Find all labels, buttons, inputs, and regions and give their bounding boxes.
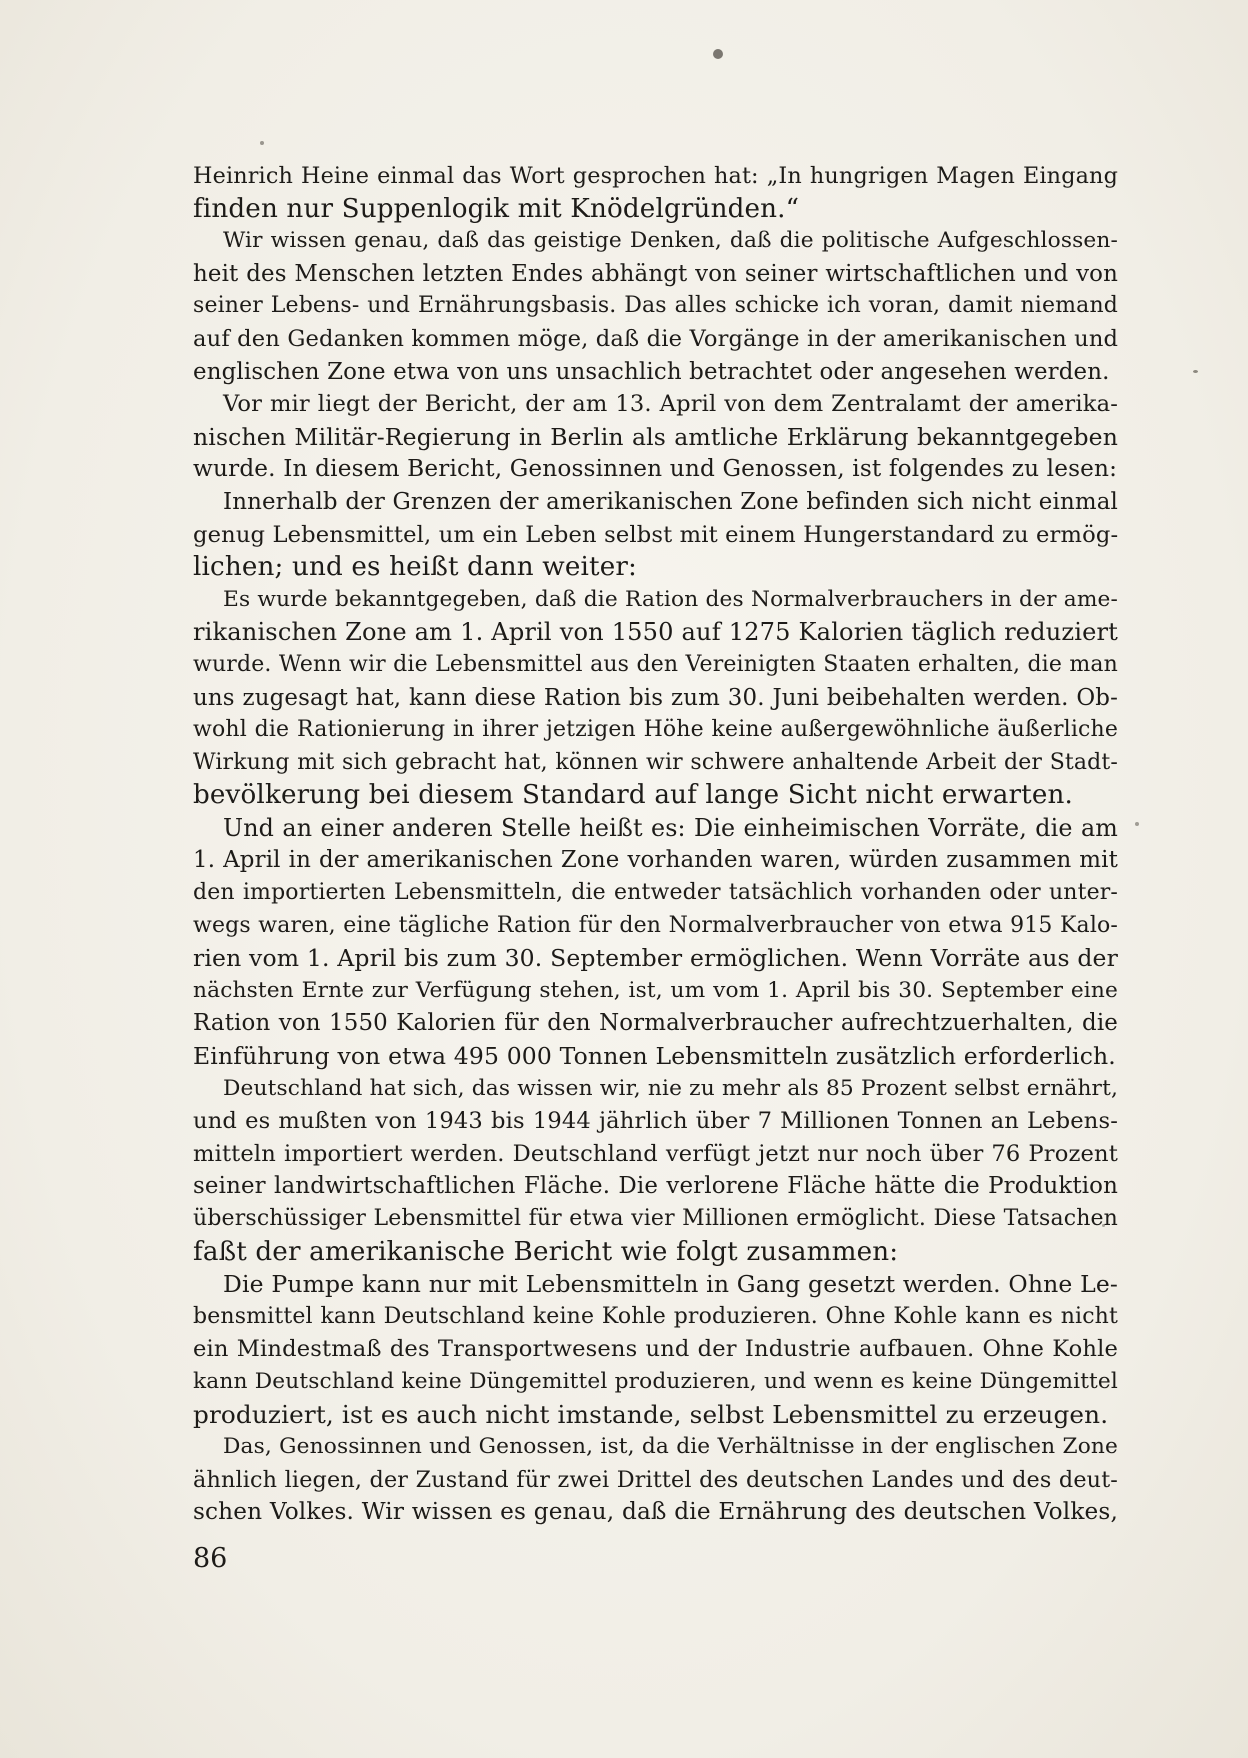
text-line: heit des Menschen letzten Endes abhängt von seiner wirtschaftlichen und von: [193, 260, 1118, 287]
text-line: wegs waren, eine tägliche Ration für den Normalverbraucher von etwa 915 Kalo-: [193, 912, 1118, 938]
text-line: nächsten Ernte zur Verfügung stehen, ist, um vom 1. April bis 30. September eine: [193, 977, 1118, 1003]
text-line: wurde. Wenn wir die Lebensmittel aus den Vereinigten Staaten erhalten, die man: [193, 651, 1118, 677]
text-line: bevölkerung bei diesem Standard auf lange Sicht nicht erwarten.: [193, 780, 1073, 811]
text-line: überschüssiger Lebensmittel für etwa vier Millionen ermöglicht. Diese Tatsachen: [193, 1206, 1118, 1231]
text-line: produziert, ist es auch nicht imstande, selbst Lebensmittel zu erzeugen.: [193, 1399, 1109, 1429]
text-line: Einführung von etwa 495 000 Tonnen Lebensmitteln zusätzlich erforderlich.: [193, 1042, 1116, 1071]
text-line: ein Mindestmaß des Transportwesens und der Industrie aufbauen. Ohne Kohle: [193, 1336, 1118, 1363]
text-line: 1. April in der amerikanischen Zone vorhanden waren, würden zusammen mit: [193, 847, 1118, 874]
ink-speck: [260, 141, 264, 145]
text-line: mitteln importiert werden. Deutschland verfügt jetzt nur noch über 76 Prozent: [193, 1140, 1118, 1167]
text-line: wurde. In diesem Bericht, Genossinnen und Genossen, ist folgendes zu lesen:: [193, 455, 1118, 483]
text-line: Es wurde bekanntgegeben, daß die Ration des Normalverbrauchers in der ame-: [223, 586, 1118, 612]
text-line: englischen Zone etwa von uns unsachlich betrachtet oder angesehen werden.: [193, 358, 1110, 385]
text-line: Vor mir liegt der Bericht, der am 13. April von dem Zentralamt der amerika-: [223, 391, 1118, 418]
text-line: wohl die Rationierung in ihrer jetzigen Höhe keine außergewöhnliche äußerliche: [193, 717, 1118, 743]
text-line: lichen; und es heißt dann weiter:: [193, 552, 637, 583]
text-line: Wir wissen genau, daß das geistige Denken, daß die politische Aufgeschlossen-: [223, 228, 1118, 254]
page-number: 86: [193, 1543, 228, 1574]
body-text: [193, 160, 1118, 1529]
text-line: uns zugesagt hat, kann diese Ration bis zum 30. Juni beibehalten werden. Ob-: [193, 684, 1118, 711]
text-line: Innerhalb der Grenzen der amerikanischen Zone befinden sich nicht einmal: [223, 488, 1118, 515]
text-line: auf den Gedanken kommen möge, daß die Vorgänge in der amerikanischen und: [193, 325, 1118, 352]
ink-speck: [1193, 370, 1198, 373]
text-line: den importierten Lebensmitteln, die entweder tatsächlich vorhanden oder unter-: [193, 880, 1118, 906]
text-line: seiner landwirtschaftlichen Fläche. Die verlorene Fläche hätte die Produktion: [193, 1173, 1118, 1200]
text-line: und es mußten von 1943 bis 1944 jährlich über 7 Millionen Tonnen an Lebens-: [193, 1108, 1118, 1135]
text-line: bensmittel kann Deutschland keine Kohle produzieren. Ohne Kohle kann es nicht: [193, 1303, 1118, 1329]
text-line: Und an einer anderen Stelle heißt es: Die einheimischen Vorräte, die am: [223, 813, 1118, 842]
text-line: Die Pumpe kann nur mit Lebensmitteln in Gang gesetzt werden. Ohne Le-: [223, 1270, 1118, 1299]
text-line: Heinrich Heine einmal das Wort gesprochen hat: „In hungrigen Magen Eingang: [193, 163, 1118, 189]
text-line: finden nur Suppenlogik mit Knödelgründen.“: [193, 193, 800, 224]
text-line: genug Lebensmittel, um ein Leben selbst mit einem Hungerstandard zu ermög-: [193, 521, 1118, 548]
text-line: rien vom 1. April bis zum 30. September ermöglichen. Wenn Vorräte aus der: [193, 944, 1118, 973]
text-line: Ration von 1550 Kalorien für den Normalverbraucher aufrechtzuerhalten, die: [193, 1010, 1118, 1037]
text-line: kann Deutschland keine Düngemittel produzieren, und wenn es keine Düngemittel: [193, 1368, 1118, 1394]
ink-speck: [713, 49, 723, 59]
text-line: Wirkung mit sich gebracht hat, können wir schwere anhaltende Arbeit der Stadt-: [193, 749, 1118, 775]
text-line: ähnlich liegen, der Zustand für zwei Drittel des deutschen Landes und des deut-: [193, 1466, 1118, 1493]
text-line: faßt der amerikanische Bericht wie folgt zusammen:: [193, 1236, 899, 1267]
text-line: nischen Militär-Regierung in Berlin als amtliche Erklärung bekanntgegeben: [193, 422, 1118, 451]
text-line: schen Volkes. Wir wissen es genau, daß die Ernährung des deutschen Volkes,: [193, 1498, 1118, 1526]
text-line: rikanischen Zone am 1. April von 1550 auf 1275 Kalorien täglich reduziert: [193, 618, 1118, 647]
ink-speck: [1135, 822, 1139, 826]
text-line: Das, Genossinnen und Genossen, ist, da die Verhältnisse in der englischen Zone: [223, 1434, 1118, 1460]
text-line: Deutschland hat sich, das wissen wir, nie zu mehr als 85 Prozent selbst ernährt,: [223, 1075, 1118, 1101]
text-line: seiner Lebens- und Ernährungsbasis. Das alles schicke ich voran, damit niemand: [193, 293, 1118, 319]
